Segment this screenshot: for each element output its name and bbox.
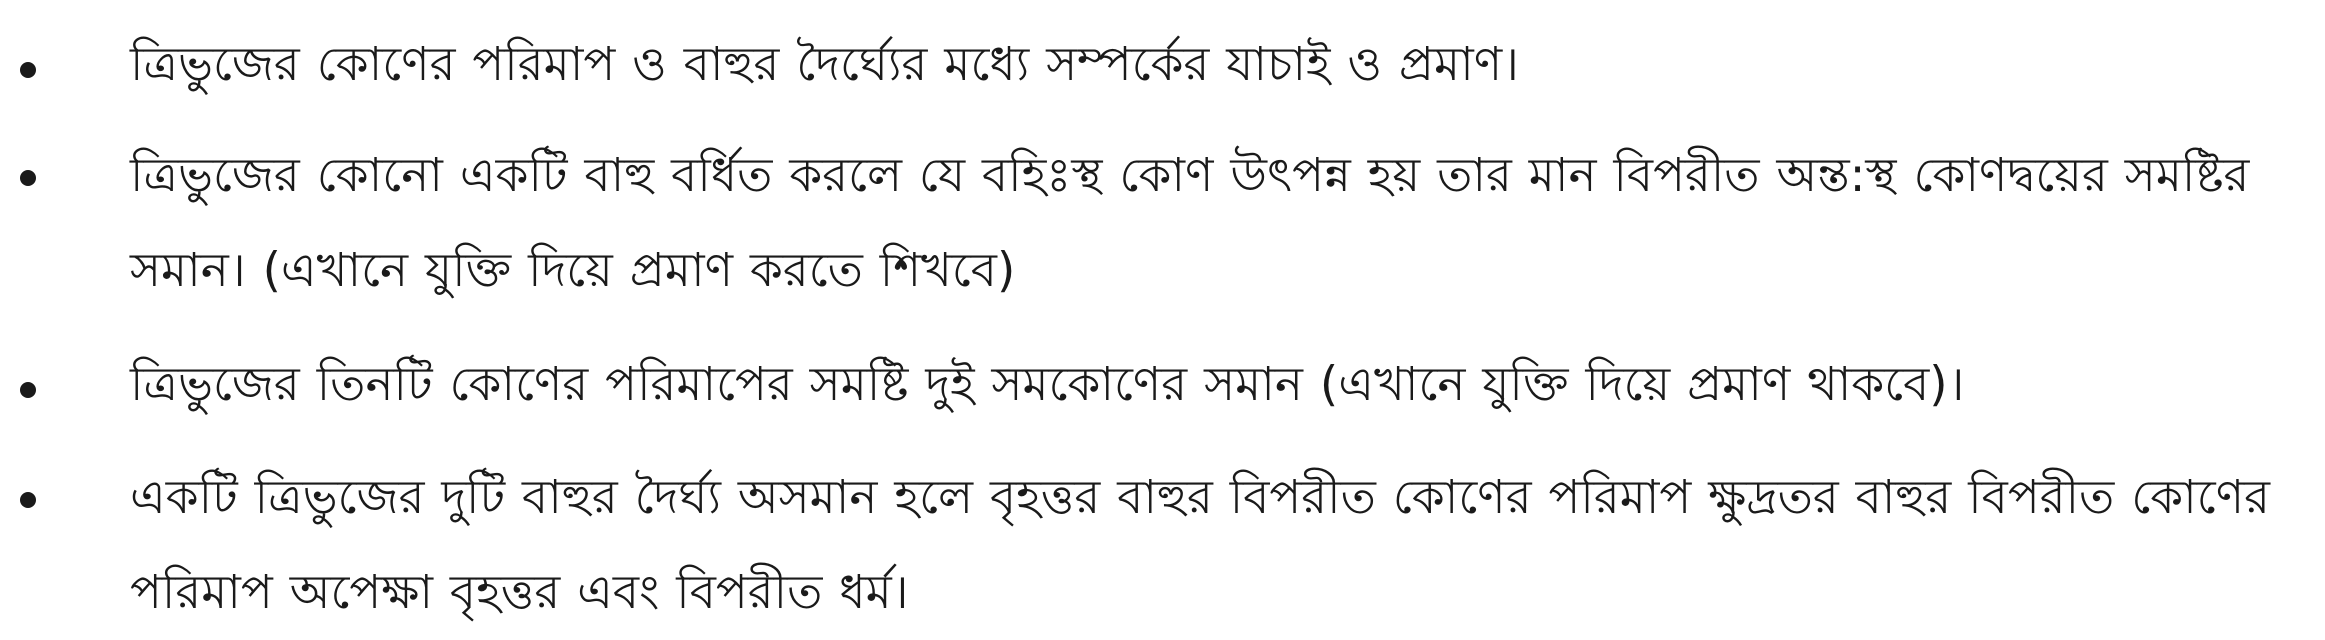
bullet-point-icon xyxy=(20,62,36,78)
bullet-point-icon xyxy=(20,492,36,508)
list-item-text: ত্রিভুজের কোণের পরিমাপ ও বাহুর দৈর্ঘ্যের মধ্যে সম্পর্কের যাচাই ও প্রমাণ। xyxy=(130,37,1519,92)
bullet-point-icon xyxy=(20,382,36,398)
list-item-text: ত্রিভুজের তিনটি কোণের পরিমাপের সমষ্টি দুই সমকোণের সমান (এখানে যুক্তি দিয়ে প্রমাণ থাকবে)। xyxy=(130,357,1965,412)
list-item-text: ত্রিভুজের কোনো একটি বাহু বর্ধিত করলে যে বহিঃস্থ কোণ উৎপন্ন হয় তার মান বিপরীত অন্ত:স্থ কোণদ্বয়ের সমষ্টির সমান। (এখানে যুক্তি দিয়ে প্রমাণ করতে শিখবে) xyxy=(130,148,2250,298)
list-item-text: একটি ত্রিভুজের দুটি বাহুর দৈর্ঘ্য অসমান হলে বৃহত্তর বাহুর বিপরীত কোণের পরিমাপ ক্ষুদ্রতর বাহুর বিপরীত কোণের পরিমাপ অপেক্ষা বৃহত্তর এবং বিপরীত ধর্ম। xyxy=(130,470,2270,620)
bullet-point-icon xyxy=(20,170,36,186)
